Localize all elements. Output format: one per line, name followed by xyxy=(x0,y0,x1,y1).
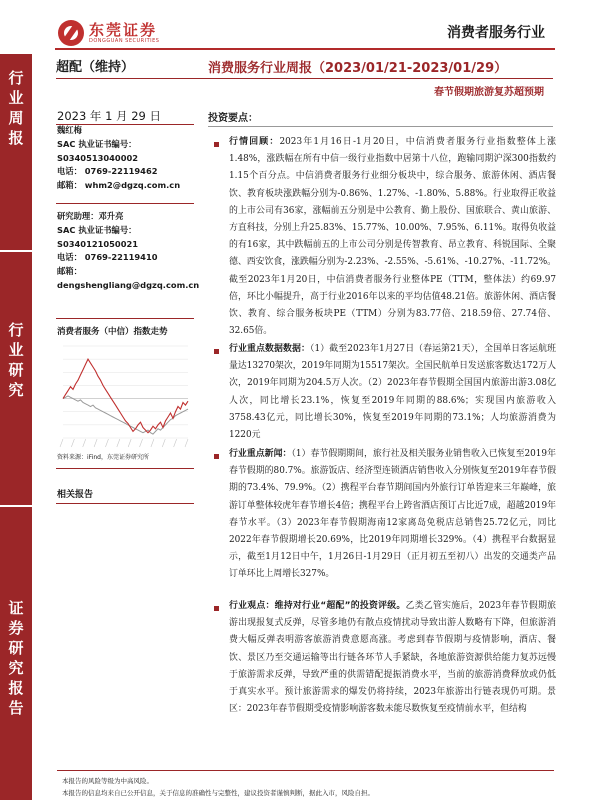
logo-cn: 东莞证券 xyxy=(89,20,158,39)
cert-number: S0340513040002 xyxy=(57,152,139,163)
bullet-icon xyxy=(214,142,219,147)
paragraph-market-review: 行情回顾：2023年1月16日-1月20日，中信消费者服务行业指数整体上涨1.48%，涨跌幅在所有中信一级行业指数中居第十八位，跑输同期沪深300指数约1.15个百分点。中信消费者服务行业细分板块中，综合服务、旅游休闲、酒店餐饮、教育板块涨跌幅分别为-0.86%、1.27%、-1.80%、5.88%。行业取得正收益的上市公司有36家，涨幅前五分别是中公教育、勤上股份、国旅联合、黄山旅游、方直科技，分别上升25.83%、15.77%、10.00%、7.95%、6.11%。取得负收益的有16家，其中跌幅前五的上市公司分别是传智教育、昂立教育、科锐国际、全聚德、西安饮食，涨跌幅分别为-2.23%、-2.55%、-5.61%、-10.27%、-11.72%。截至2023年1月20日，中信消费者服务行业整体PE（TTM，整体法）约69.97倍，环比小幅提升，高于行业2016年以来的平均估值48.21倍。旅游休闲、酒店餐饮、教育、综合服务板块PE（TTM）分别为83.77倍、218.59倍、27.74倍、32.65倍。 xyxy=(229,137,557,337)
bullet-icon xyxy=(214,349,219,354)
cert-label: SAC 执业证书编号： xyxy=(57,224,137,235)
cert-number: S0340121050021 xyxy=(57,238,139,249)
key-points-divider xyxy=(208,126,553,127)
chart-x-tick xyxy=(60,439,63,447)
analyst-block-2 xyxy=(57,210,199,293)
bullet-icon xyxy=(214,454,219,459)
side-divider xyxy=(0,250,32,252)
footer-disclaimer: 本报告的信息均来自已公开信息，关于信息的准确性与完整性，建议投资者谨慎判断，据此入市，风险自担。 xyxy=(62,789,374,797)
index-chart xyxy=(57,340,192,448)
chart-x-tick xyxy=(71,439,74,447)
chart-x-tick xyxy=(83,439,86,447)
paragraph-key-news: 行业重点新闻：（1）春节假期期间，旅行社及相关服务业销售收入已恢复至2019年春节假期的80.7%。旅游饭店、经济型连锁酒店销售收入分别恢复至2019年春节假期的73.4%、79.9%。（2）携程平台春节期间国内外旅行订单皆迎来三年巅峰，旅游订单整体较虎年春节增长4倍；携程平台上跨省酒店预订占比近7成，超越2019年春节水平。（3）2023年春节假期海南12家离岛免税店总销售25.72亿元，同比2022年春节假期增长20.69%，比2019年同期增长329%。（4）携程平台数据显示，截至1月12日中午，1月26日-1月29日（正月初五至初八）出发的交通类产品订单环比上周增长327%。 xyxy=(229,449,556,580)
bullet-icon xyxy=(214,606,219,611)
rating: 超配（维持） xyxy=(56,60,135,75)
paragraph-key-data: 行业重点数据数据：（1）截至2023年1月27日（春运第21天），全国单日客运航班量达13270架次，2019年同期为15517架次。全国民航单日发送旅客数达172万人次，2019年同期为204.5万人次。（2）2023年春节假期全国国内旅游出游3.08亿人次，同比增长23.1%，恢复至2019年同期的88.6%；实现国内旅游收入3758.43亿元，同比增长30%，恢复至2019年同期的73.1%；人均旅游消费为1220元 xyxy=(229,344,556,441)
side-label-bottom: 证 券 研 究 报 告 xyxy=(8,599,24,717)
chart-source: 资料来源：iFind，东莞证券研究所 xyxy=(57,454,149,461)
chart-x-tick xyxy=(105,439,108,447)
chart-x-tick xyxy=(174,439,177,447)
cert-label: SAC 执业证书编号： xyxy=(57,138,137,149)
side-label-top: 行 业 周 报 xyxy=(8,69,24,147)
side-label-mid: 行 业 研 究 xyxy=(8,321,24,399)
report-title: 消费服务行业周报（2023/01/21-2023/01/29） xyxy=(208,61,508,76)
sector-title: 消费者服务行业 xyxy=(447,25,545,41)
chart-x-tick xyxy=(117,439,120,447)
assistant-role: 研究助理：邓升亮 xyxy=(57,211,124,221)
chart-x-tick xyxy=(128,439,131,447)
company-logo xyxy=(58,20,159,46)
title-divider xyxy=(56,78,553,79)
logo-mark-icon xyxy=(58,20,84,46)
email-label: 邮箱： xyxy=(57,266,82,277)
related-divider xyxy=(56,503,194,504)
footer-divider xyxy=(57,770,554,771)
email: 邮箱： whm2@dgzq.com.cn xyxy=(57,180,181,191)
header-divider xyxy=(55,48,555,50)
chart-x-tick xyxy=(185,439,188,447)
chart-x-tick xyxy=(140,439,143,447)
series-line-index xyxy=(63,359,188,433)
analyst-name: 魏红梅 xyxy=(57,125,82,135)
chart-x-tick xyxy=(151,439,154,447)
report-date: 2023 年 1 月 29 日 xyxy=(57,109,161,123)
chart-title: 消费者服务（中信）指数走势 xyxy=(57,327,168,337)
phone: 电话： 0769-22119410 xyxy=(57,252,158,263)
side-divider xyxy=(0,505,32,507)
page-header xyxy=(0,0,600,50)
chart-divider xyxy=(56,318,194,319)
key-points-title: 投资要点： xyxy=(208,113,258,124)
chart-x-tick xyxy=(162,439,165,447)
analyst-block-1 xyxy=(57,124,180,193)
paragraph-outlook: 行业观点：维持对行业“超配”的投资评级。乙类乙管实施后，2023年春节假期旅游出现报复式反弹，尽管多地仍有散点疫情扰动导致出游人数略有下降，但旅游消费大幅反弹表明游客旅游消费意愿高涨。考虑到春节假期与疫情影响，酒店、餐饮、景区乃至交通运输等出行链各环节人手紧缺，各地旅游资源供给能力复苏远慢于旅游需求反弹，导致严重的供需错配提振消费水平，当前的旅游消费释放或仍低于真实水平。预计旅游需求的爆发仍将持续，2023年旅游出行链表现仍可期。景区：2023年春节假期受疫情影响游客数未能尽数恢复至疫情前水平，但结构 xyxy=(229,601,556,715)
footer-risk-level: 本报告的风险等级为中高风险。 xyxy=(62,777,153,785)
email: dengshengliang@dgzq.com.cn xyxy=(57,279,200,290)
report-subtitle: 春节假期旅游复苏超预期 xyxy=(434,87,544,98)
source-divider xyxy=(56,468,194,469)
phone: 电话： 0769-22119462 xyxy=(57,166,158,177)
analyst-divider xyxy=(56,203,194,204)
related-reports-title: 相关报告 xyxy=(57,490,94,500)
logo-en: DONGGUAN SECURITIES xyxy=(89,37,160,44)
chart-x-tick xyxy=(94,439,97,447)
